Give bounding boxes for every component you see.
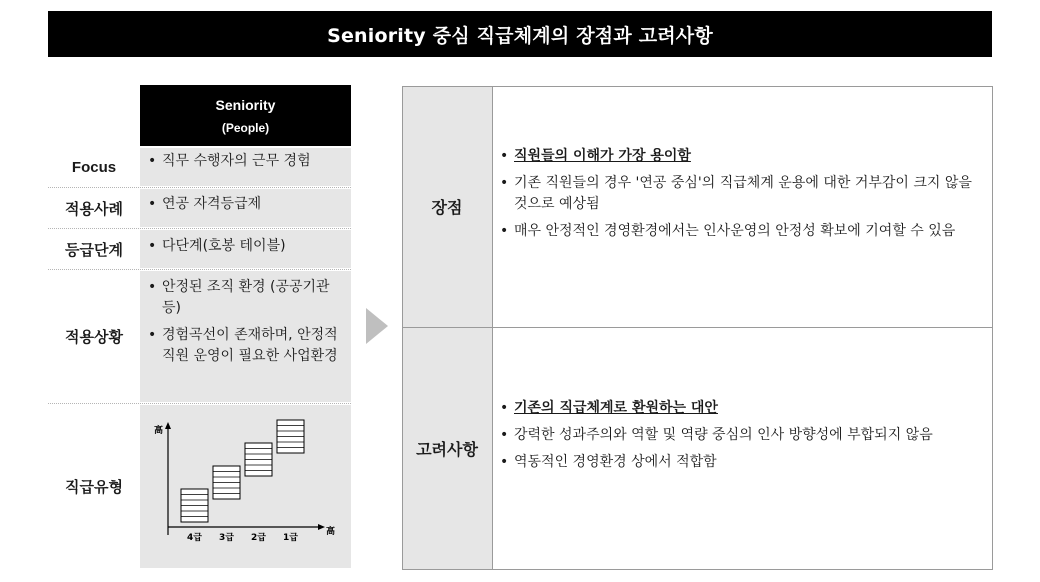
bullet: • [500, 223, 509, 239]
right-table-divider [402, 327, 993, 328]
x-axis-arrow [318, 524, 325, 530]
row-label-focus: Focus [71, 158, 117, 176]
right-table-frame [402, 86, 993, 570]
x-axis-label: 高 [326, 527, 336, 537]
section-label-advantages: 장점 [402, 86, 492, 327]
header-line2: (People) [221, 120, 270, 135]
row-divider [48, 187, 351, 188]
y-axis-arrow [165, 422, 171, 429]
section-label-considerations: 고려사항 [402, 328, 492, 569]
bullet: • [148, 327, 157, 343]
row-label-situation: 적용상황 [65, 328, 123, 346]
advantage-bullet-1: 직원들의 이해가 가장 용이함 [514, 148, 691, 164]
bullet: • [148, 153, 157, 169]
bullet: • [148, 238, 157, 254]
grade-chart-cell [140, 405, 351, 568]
advantage-bullet-2: 기존 직원들의 경우 '연공 중심'의 직급체계 운용에 대한 거부감이 크지 않을 것으로 예상됨 [514, 175, 972, 212]
consideration-bullet-2: 강력한 성과주의와 역할 및 역량 중심의 인사 방향성에 부합되지 않음 [514, 427, 933, 443]
bullet: • [500, 175, 509, 191]
consideration-bullet-3: 역동적인 경영환경 상에서 적합함 [514, 454, 717, 470]
arrow-right-icon [366, 308, 388, 344]
page-title: Seniority 중심 직급체계의 장점과 고려사항 [48, 11, 992, 57]
advantage-bullet-3: 매우 안정적인 경영환경에서는 인사운영의 안정성 확보에 기여할 수 있음 [514, 223, 956, 239]
bullet-text: 안정된 조직 환경 (공공기관 등) [162, 279, 330, 316]
bullet-text: 직무 수행자의 근무 경험 [162, 153, 311, 169]
bullet: • [500, 400, 509, 416]
grade-tick-label: 3급 [219, 533, 234, 543]
bullet: • [148, 279, 157, 295]
bullet-text: 경험곡선이 존재하며, 안정적 직원 운영이 필요한 사업환경 [162, 327, 338, 364]
grade-tick-label: 2급 [251, 533, 266, 543]
grade-chart [140, 405, 351, 568]
bullet: • [148, 196, 157, 212]
row-label-example: 적용사례 [65, 199, 123, 218]
row-divider [48, 228, 351, 229]
grade-block-2 [213, 466, 240, 499]
bullet-text: 다단계(호봉 테이블) [162, 238, 286, 254]
row-label-grade-steps: 등급단계 [65, 240, 123, 259]
row-cell-example [140, 189, 351, 227]
consideration-bullet-1: 기존의 직급체계로 환원하는 대안 [514, 400, 718, 416]
bullet: • [500, 427, 509, 443]
row-divider [48, 269, 351, 270]
grade-block-4 [277, 420, 304, 453]
header-line1: Seniority [215, 96, 276, 113]
right-table-col-divider [492, 86, 493, 570]
bullet: • [500, 454, 509, 470]
bullet-text: 연공 자격등급제 [162, 196, 262, 212]
row-divider [48, 403, 351, 404]
grade-tick-label: 1급 [283, 533, 298, 543]
row-cell-focus [140, 148, 351, 186]
y-axis-label: 高 [154, 426, 164, 436]
row-label-grade-type: 직급유형 [65, 478, 123, 496]
grade-block-1 [181, 489, 208, 522]
bullet: • [500, 148, 509, 164]
row-cell-grade-steps [140, 230, 351, 268]
seniority-header [140, 85, 351, 146]
row-cell-situation [140, 271, 351, 402]
grade-block-3 [245, 443, 272, 476]
grade-tick-label: 4급 [187, 533, 202, 543]
